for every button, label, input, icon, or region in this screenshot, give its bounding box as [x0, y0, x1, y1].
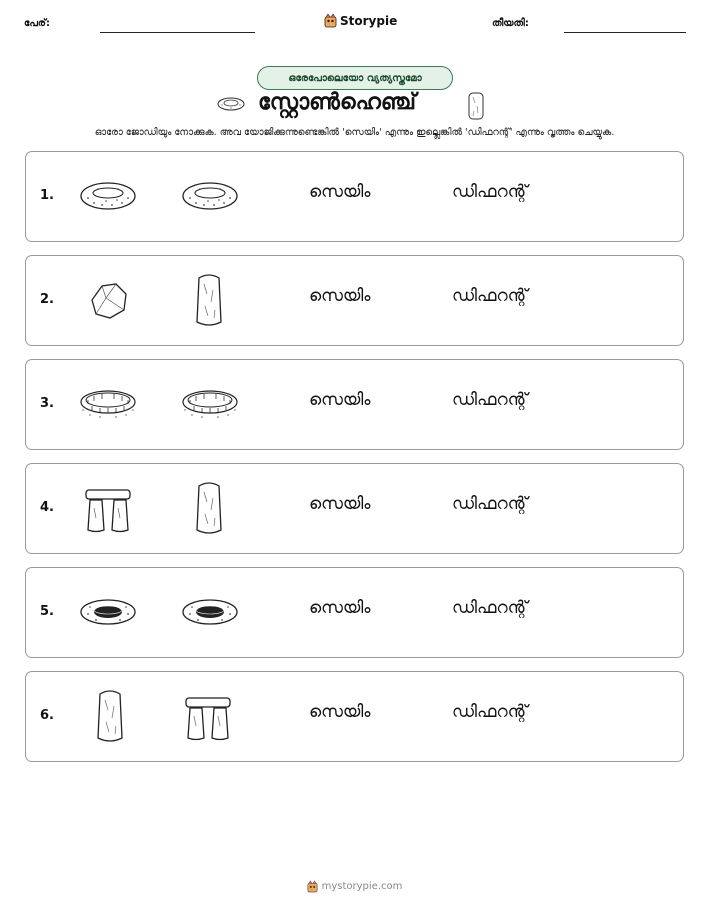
name-line[interactable] [100, 32, 255, 33]
brand-logo [324, 13, 397, 28]
row-number: 3. [40, 396, 54, 411]
different-option[interactable]: ഡിഫറന്റ് [452, 702, 528, 722]
stone-pit-icon [180, 596, 240, 652]
standing-stone-icon [179, 480, 239, 536]
date-line[interactable] [564, 32, 686, 33]
footer-url[interactable]: mystorypie.com [321, 881, 403, 892]
brand-name: Storypie [340, 13, 398, 28]
question-row-6 [25, 671, 684, 762]
standing-stone-icon [80, 688, 140, 744]
trilithon-icon [78, 484, 138, 540]
different-option[interactable]: ഡിഫറന്റ് [452, 390, 528, 410]
stone-pit-icon [78, 596, 138, 652]
row-number: 2. [40, 292, 54, 307]
question-row-3 [25, 359, 684, 450]
storypie-mascot-icon [307, 880, 318, 893]
row-number: 1. [40, 188, 54, 203]
question-row-5 [25, 567, 684, 658]
trilithon-icon [178, 692, 238, 748]
stone-ring-icon [180, 180, 240, 236]
standing-stone-icon [466, 91, 486, 121]
different-option[interactable]: ഡിഫറന്റ് [452, 494, 528, 514]
standing-stone-icon [179, 272, 239, 328]
stone-ring-icon [216, 96, 246, 112]
instructions: ഓരോ ജോഡിയും നോക്കുക. അവ യോജിക്കുന്നുണ്ടെങ്കിൽ 'സെയിം' എന്നും ഇല്ലെങ്കിൽ 'ഡിഫറന്റ്' എന്നും വൃത്തം ചെയ്യുക. [94, 127, 615, 138]
page-title: സ്റ്റോൺഹെഞ്ച് [258, 90, 416, 115]
stone-circle-icon [78, 386, 138, 442]
same-option[interactable]: സെയിം [309, 702, 371, 722]
question-row-4 [25, 463, 684, 554]
boulder-icon [80, 280, 140, 336]
stone-circle-icon [180, 386, 240, 442]
row-number: 6. [40, 708, 54, 723]
same-option[interactable]: സെയിം [309, 494, 371, 514]
title-row [0, 90, 709, 122]
question-row-2 [25, 255, 684, 346]
different-option[interactable]: ഡിഫറന്റ് [452, 598, 528, 618]
topic-pill: ഒരേപോലെയോ വ്യത്യസ്തമോ [257, 66, 453, 90]
stone-ring-icon [78, 180, 138, 236]
question-row-1 [25, 151, 684, 242]
name-label: പേര്: [24, 18, 50, 29]
different-option[interactable]: ഡിഫറന്റ് [452, 286, 528, 306]
date-label: തീയതി: [492, 18, 529, 29]
row-number: 4. [40, 500, 54, 515]
storypie-mascot-icon [324, 13, 337, 28]
different-option[interactable]: ഡിഫറന്റ് [452, 182, 528, 202]
row-number: 5. [40, 604, 54, 619]
same-option[interactable]: സെയിം [309, 182, 371, 202]
footer [0, 880, 709, 893]
same-option[interactable]: സെയിം [309, 598, 371, 618]
same-option[interactable]: സെയിം [309, 390, 371, 410]
same-option[interactable]: സെയിം [309, 286, 371, 306]
